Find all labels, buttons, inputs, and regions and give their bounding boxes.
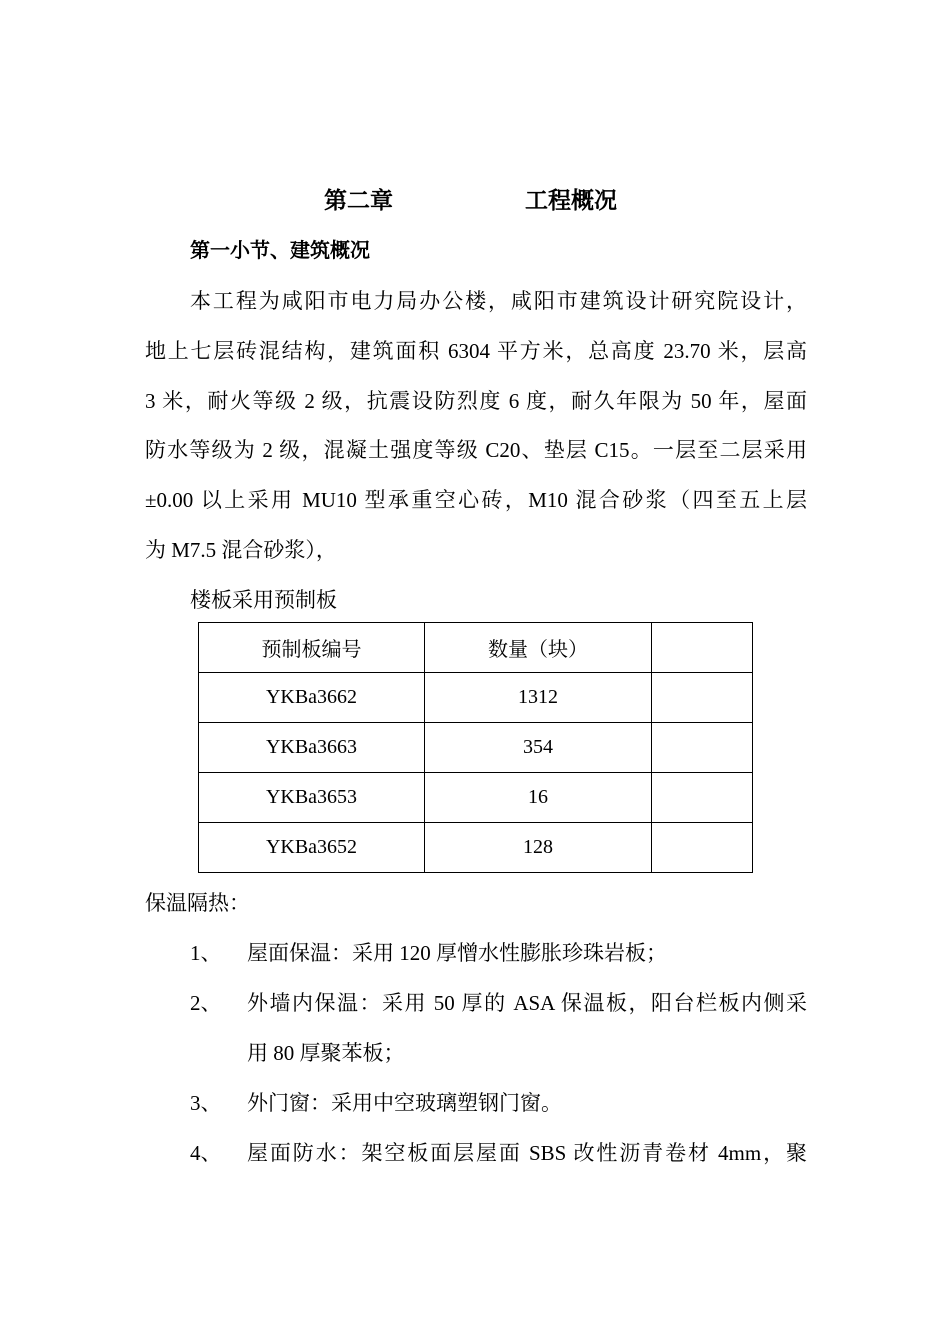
section-title: 第一小节、建筑概况 bbox=[190, 238, 370, 262]
chapter-label: 第二章 bbox=[324, 188, 393, 214]
list-item-text: 屋面防水：架空板面层屋面 SBS 改性沥青卷材 4mm，聚 bbox=[247, 1141, 807, 1165]
table-row bbox=[199, 723, 753, 773]
table-header-cell bbox=[652, 623, 753, 673]
table-cell: YKBa3662 bbox=[199, 673, 425, 723]
list-item-text: 外墙内保温：采用 50 厚的 ASA 保温板，阳台栏板内侧采 bbox=[247, 991, 807, 1015]
list-item-number: 3、 bbox=[190, 1091, 222, 1115]
table-header-row bbox=[199, 623, 753, 673]
table-cell bbox=[652, 723, 753, 773]
table-cell bbox=[652, 773, 753, 823]
paragraph-line: 为 M7.5 混合砂浆）， bbox=[145, 538, 337, 562]
table-cell: 354 bbox=[425, 723, 652, 773]
table-cell: YKBa3653 bbox=[199, 773, 425, 823]
table-cell: 16 bbox=[425, 773, 652, 823]
list-item-text: 用 80 厚聚苯板； bbox=[247, 1041, 405, 1065]
table-header-cell: 数量（块） bbox=[425, 623, 652, 673]
table-cell: 1312 bbox=[425, 673, 652, 723]
slab-intro: 楼板采用预制板 bbox=[190, 588, 337, 612]
table-row bbox=[199, 673, 753, 723]
table-row bbox=[199, 823, 753, 873]
insulation-heading: 保温隔热： bbox=[145, 891, 250, 915]
table-cell bbox=[652, 823, 753, 873]
table-header-cell: 预制板编号 bbox=[199, 623, 425, 673]
paragraph-line: 地上七层砖混结构，建筑面积 6304 平方米，总高度 23.70 米，层高 bbox=[145, 339, 807, 363]
paragraph-line: 3 米，耐火等级 2 级，抗震设防烈度 6 度，耐久年限为 50 年，屋面 bbox=[145, 389, 807, 413]
table-row bbox=[199, 773, 753, 823]
list-item-text: 外门窗：采用中空玻璃塑钢门窗。 bbox=[247, 1091, 562, 1115]
list-item-number: 4、 bbox=[190, 1141, 222, 1165]
table-cell: YKBa3652 bbox=[199, 823, 425, 873]
list-item-number: 2、 bbox=[190, 991, 222, 1015]
list-item-number: 1、 bbox=[190, 941, 222, 965]
paragraph-line: 防水等级为 2 级，混凝土强度等级 C20、垫层 C15。一层至二层采用 bbox=[145, 438, 807, 462]
chapter-title: 工程概况 bbox=[525, 188, 617, 214]
slab-table bbox=[198, 622, 753, 873]
table-cell bbox=[652, 673, 753, 723]
list-item-text: 屋面保温：采用 120 厚憎水性膨胀珍珠岩板； bbox=[247, 941, 667, 965]
table-cell: 128 bbox=[425, 823, 652, 873]
table-cell: YKBa3663 bbox=[199, 723, 425, 773]
paragraph-line: 本工程为咸阳市电力局办公楼，咸阳市建筑设计研究院设计， bbox=[190, 289, 807, 313]
paragraph-line: ±0.00 以上采用 MU10 型承重空心砖，M10 混合砂浆（四至五上层 bbox=[145, 488, 807, 512]
